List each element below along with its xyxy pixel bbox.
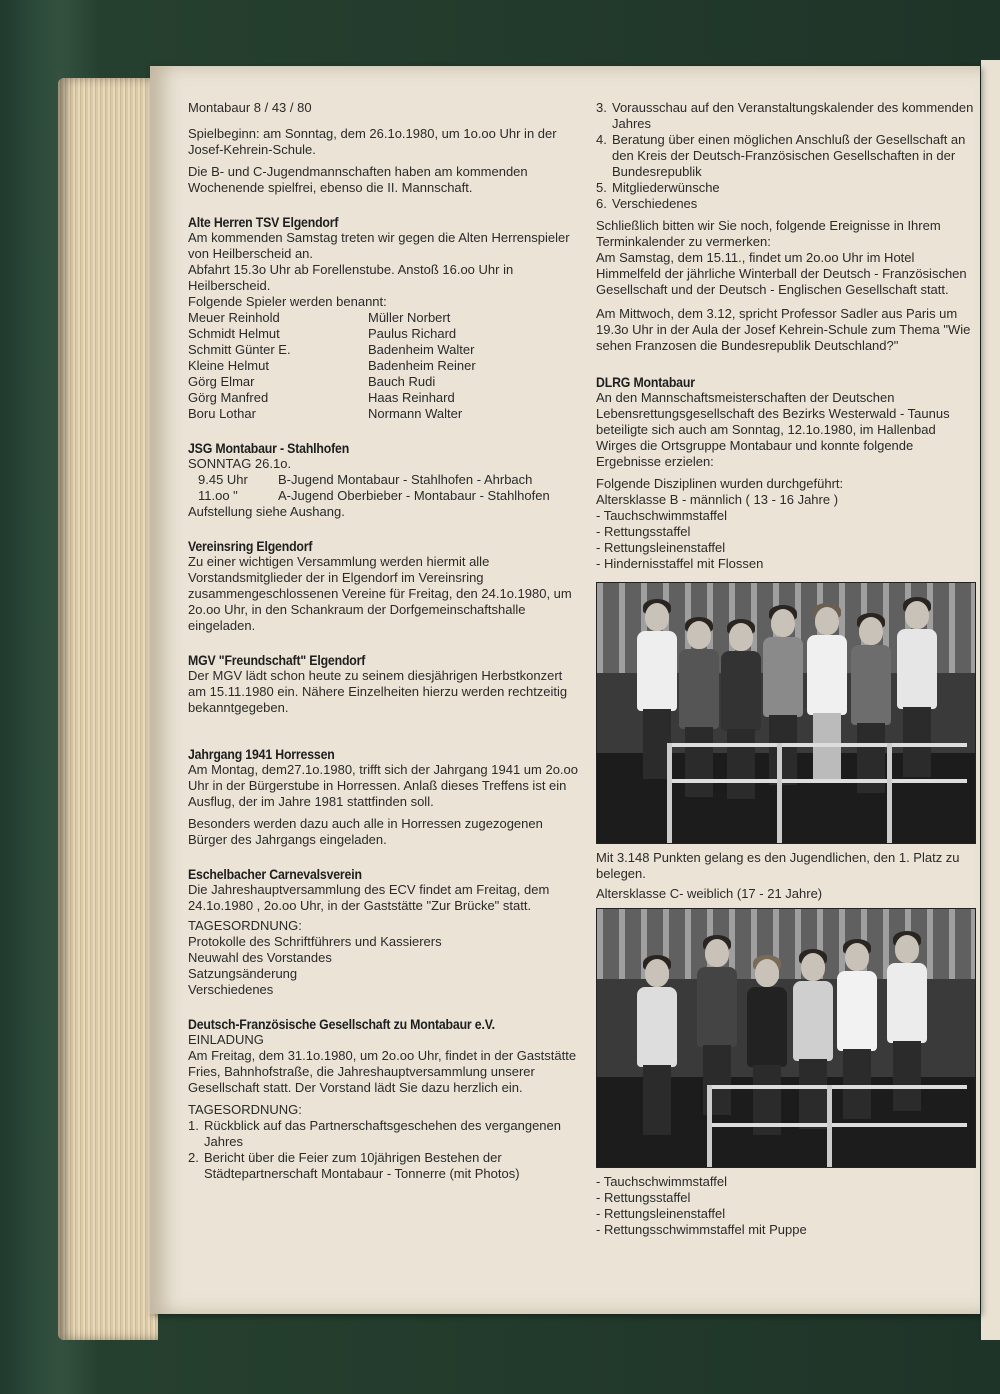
agenda-item: Vorausschau auf den Veranstaltungskalender des kommenden Jahres [612,100,974,131]
player-name: Meuer Reinhold [188,310,280,325]
paragraph: Am Mittwoch, dem 3.12, spricht Professor Sadler aus Paris um 19.3o Uhr in der Aula der Josef Kehrein-Schule zum Thema "Wie sehen Franzosen die Bundesrepublik Deutschland?" [596,306,971,353]
agenda-number: 6. [596,196,607,211]
game-time: 11.oo " [198,488,238,503]
age-class-label: Altersklasse B - männlich ( 13 - 16 Jahre ) [596,492,839,507]
paragraph: Abfahrt 15.3o Uhr ab Forellenstube. Anstoß 16.oo Uhr in Heilberscheid. [188,262,514,293]
player-name: Boru Lothar [188,406,256,421]
agenda-number: 2. [188,1150,199,1165]
discipline-item: - Rettungsstaffel [596,1190,691,1205]
player-name: Kleine Helmut [188,358,269,373]
paragraph: Besonders werden dazu auch alle in Horressen zugezogenen Bürger des Jahrgangs eingeladen. [188,816,543,847]
player-name: Müller Norbert [368,310,451,325]
discipline-item: - Rettungsleinenstaffel [596,540,726,555]
paragraph: An den Mannschaftsmeisterschaften der Deutschen Lebensrettungsgesellschaft des Bezirks Westerwald - Taunus beteiligte sich auch am Sonntag, 12.1o.1980, im Hallenbad Wirges die Ortsgruppe Montabaur und konnte folgende Ergebnisse erzielen: [596,390,950,469]
paragraph: Am Freitag, dem 31.1o.1980, um 2o.oo Uhr, findet in der Gaststätte Fries, Bahnhofstraße, die Jahreshauptversammlung unserer Gesellschaft statt. Der Vorstand lädt Sie dazu herzlich ein. [188,1048,577,1095]
player-name: Badenheim Walter [368,342,475,357]
paragraph: Am kommenden Samstag treten wir gegen die Alten Herrenspieler von Heilberscheid an. [188,230,570,261]
left-column [188,100,583,1182]
agenda-label: TAGESORDNUNG: [188,1102,302,1117]
agenda-label: TAGESORDNUNG: [188,918,302,933]
agenda-item: Neuwahl des Vorstandes [188,950,332,965]
right-column [596,100,976,1238]
game-match: A-Jugend Oberbieber - Montabaur - Stahlhofen [278,488,550,503]
page-edges [58,78,158,1340]
agenda-item: Verschiedenes [188,982,274,997]
agenda-item: Mitgliederwünsche [612,180,720,195]
team-photo-boys [596,582,976,844]
player-name: Bauch Rudi [368,374,436,389]
page-header: Montabaur 8 / 43 / 80 [188,100,312,115]
section-heading-jsg: JSG Montabaur - Stahlhofen [188,440,350,456]
intro-paragraph: Die B- und C-Jugendmannschaften haben am kommenden Wochenende spielfrei, ebenso die II. Mannschaft. [188,164,528,195]
game-match: B-Jugend Montabaur - Stahlhofen - Ahrbach [278,472,533,487]
paragraph: Am Montag, dem27.1o.1980, trifft sich der Jahrgang 1941 um 2o.oo Uhr in der Bürgerstube in Horressen. Anlaß dieses Treffens ist ein Ausflug, der im Jahre 1981 stattfinden soll. [188,762,578,809]
agenda-item: Beratung über einen möglichen Anschluß der Gesellschaft an den Kreis der Deutsch-Französischen Gesellschaften in der Bundesrepublik [612,132,966,179]
jsg-date: SONNTAG 26.1o. [188,456,292,471]
agenda-list-continued [596,100,976,212]
section-heading-jahrgang: Jahrgang 1941 Horressen [188,746,335,762]
player-name: Badenheim Reiner [368,358,476,373]
invitation-label: EINLADUNG [188,1032,264,1047]
agenda-item: Protokolle des Schriftführers und Kassierers [188,934,442,949]
discipline-item: - Rettungsschwimmstaffel mit Puppe [596,1222,807,1237]
player-name: Görg Elmar [188,374,255,389]
player-name: Paulus Richard [368,326,457,341]
agenda-item: Verschiedenes [612,196,698,211]
agenda-item: Bericht über die Feier zum 10jährigen Bestehen der Städtepartnerschaft Montabaur - Tonnerre (mit Photos) [204,1150,520,1181]
discipline-item: - Rettungsleinenstaffel [596,1206,726,1221]
photo-caption: Mit 3.148 Punkten gelang es den Jugendlichen, den 1. Platz zu belegen. [596,850,960,881]
section-heading-dlrg: DLRG Montabaur [596,374,695,390]
agenda-item: Rückblick auf das Partnerschaftsgeschehen des vergangenen Jahres [204,1118,561,1149]
section-heading-vereinsring: Vereinsring Elgendorf [188,538,313,554]
team-photo-girls [596,908,976,1168]
section-heading-dfg: Deutsch-Französische Gesellschaft zu Montabaur e.V. [188,1016,495,1032]
paragraph: Folgende Disziplinen wurden durchgeführt: [596,476,844,491]
player-name: Normann Walter [368,406,463,421]
discipline-item: - Rettungsstaffel [596,524,691,539]
player-name: Schmitt Günter E. [188,342,291,357]
age-class-label: Altersklasse C- weiblich (17 - 21 Jahre) [596,886,823,901]
game-time: 9.45 Uhr [198,472,248,487]
jsg-note: Aufstellung siehe Aushang. [188,504,345,519]
paragraph: Zu einer wichtigen Versammlung werden hiermit alle Vorstandsmitglieder der in Elgendorf im Vereinsring zusammengeschlossenen Vereine für Freitag, den 24.1o.1980, um 2o.oo Uhr, in den Schankraum der Dorfgemeinschaftshalle eingeladen. [188,554,572,633]
agenda-number: 4. [596,132,607,147]
intro-paragraph: Spielbeginn: am Sonntag, dem 26.1o.1980, um 1o.oo Uhr in der Josef-Kehrein-Schule. [188,126,557,157]
player-name: Görg Manfred [188,390,269,405]
agenda-number: 5. [596,180,607,195]
agenda-number: 1. [188,1118,199,1133]
agenda-list [188,1118,583,1182]
paragraph: Schließlich bitten wir Sie noch, folgende Ereignisse in Ihrem Terminkalender zu vermerken: [596,218,941,249]
discipline-item: - Hindernisstaffel mit Flossen [596,556,764,571]
paragraph: Folgende Spieler werden benannt: [188,294,387,309]
agenda-number: 3. [596,100,607,115]
player-name: Schmidt Helmut [188,326,280,341]
paragraph: Die Jahreshauptversammlung des ECV findet am Freitag, dem 24.1o.1980 , 2o.oo Uhr, in der Gaststätte "Zur Brücke" statt. [188,882,550,913]
section-heading-carneval: Eschelbacher Carnevalsverein [188,866,362,882]
paragraph: Der MGV lädt schon heute zu seinem diesjährigen Herbstkonzert am 15.11.1980 ein. Nähere Einzelheiten hierzu werden rechtzeitig bekanntgegeben. [188,668,568,715]
player-list [188,310,583,422]
discipline-item: - Tauchschwimmstaffel [596,508,728,523]
discipline-item: - Tauchschwimmstaffel [596,1174,728,1189]
next-page-edge [978,60,1000,1340]
player-name: Haas Reinhard [368,390,455,405]
agenda-item: Satzungsänderung [188,966,298,981]
paragraph: Am Samstag, dem 15.11., findet um 2o.oo Uhr im Hotel Himmelfeld der jährliche Winterball der Deutsch - Französischen Gesellschaft und der Deutsch - Englischen Gesellschaft statt. [596,250,967,297]
section-heading-mgv: MGV "Freundschaft" Elgendorf [188,652,366,668]
section-heading-alte-herren: Alte Herren TSV Elgendorf [188,214,339,230]
